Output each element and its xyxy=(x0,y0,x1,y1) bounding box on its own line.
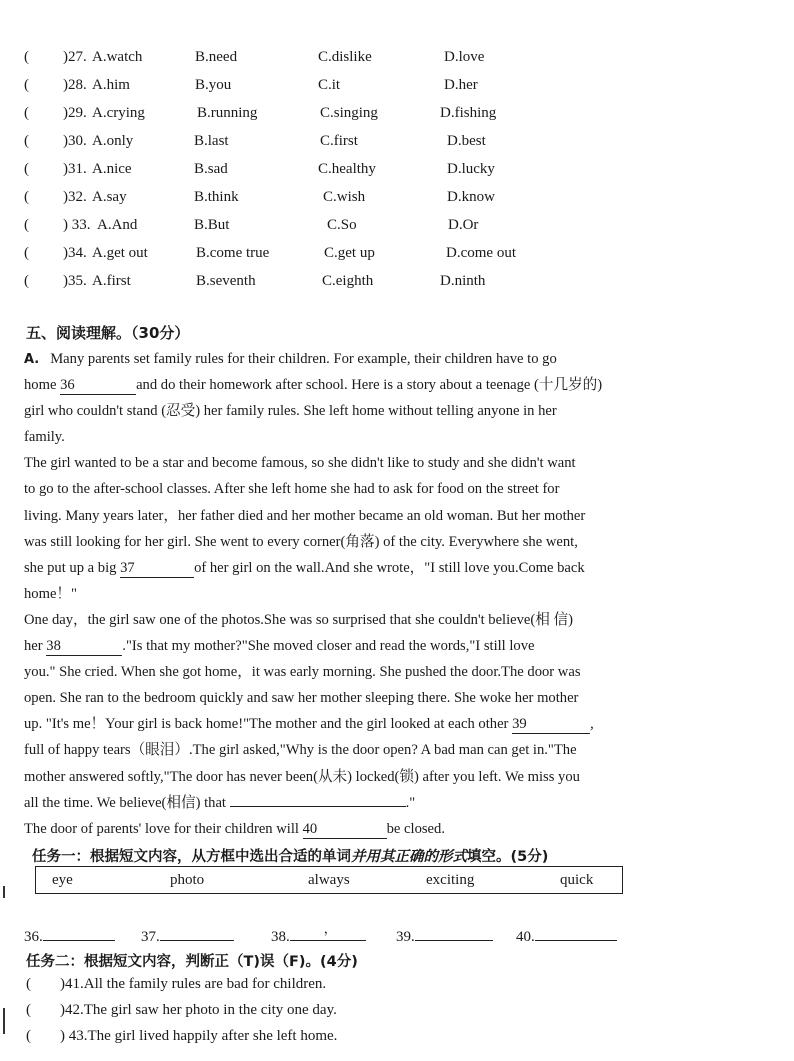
option-a: A.get out xyxy=(92,245,148,261)
answer-line[interactable] xyxy=(290,921,366,941)
scan-margin-mark xyxy=(3,886,5,898)
passage-line: home！" xyxy=(24,585,77,602)
blank-number: 38 xyxy=(46,638,61,655)
blank-number: 39 xyxy=(512,716,527,733)
answer-paren: ( xyxy=(24,217,29,233)
answer-37[interactable] xyxy=(141,924,234,946)
blank-number: 36 xyxy=(60,377,75,394)
option-c: C.it xyxy=(318,77,341,93)
answer-paren: ( xyxy=(24,133,29,149)
answer-label: 39. xyxy=(396,929,415,945)
question-number: )30. xyxy=(63,133,87,149)
passage-line: The girl wanted to be a star and become famous, so she didn't like to study and she didn't want xyxy=(24,455,576,472)
answer-paren: ( xyxy=(24,105,29,121)
option-c: C.get up xyxy=(324,245,375,261)
passage-text: ." xyxy=(405,794,416,811)
option-c: C.healthy xyxy=(318,161,376,177)
answer-paren[interactable]: ( xyxy=(26,1002,31,1018)
option-d: D.lucky xyxy=(447,161,495,177)
passage-text: be closed. xyxy=(386,820,445,837)
mcq-item-34 xyxy=(0,245,794,269)
mcq-item-33 xyxy=(0,217,794,241)
passage-text: home xyxy=(24,377,61,394)
question-number: )28. xyxy=(63,77,87,93)
passage-line xyxy=(24,790,764,816)
passage-text: of her girl on the wall.And she wrote，"I still love you.Come back xyxy=(194,559,585,576)
option-a: A.only xyxy=(92,133,134,149)
passage-line: living. Many years later，her father died and her mother became an old woman. But her mother xyxy=(24,507,586,524)
answer-paren[interactable]: ( xyxy=(26,976,31,992)
option-c: C.singing xyxy=(320,105,378,121)
passage-line xyxy=(24,633,764,659)
option-d: D.love xyxy=(444,49,485,65)
answer-paren: ( xyxy=(24,273,29,289)
option-b: B.think xyxy=(194,189,239,205)
blank-36[interactable] xyxy=(60,376,136,395)
answer-paren: ( xyxy=(24,77,29,93)
option-a: A.nice xyxy=(92,161,132,177)
passage-label: A. xyxy=(24,352,40,367)
word-bank xyxy=(35,866,623,894)
option-b: B.sad xyxy=(194,161,228,177)
option-b: B.last xyxy=(194,133,229,149)
question-number: )32. xyxy=(63,189,87,205)
option-b: B.come true xyxy=(196,245,270,261)
passage-line: girl who couldn't stand (忍受) her family rules. She left home without telling anyone in her xyxy=(24,403,557,420)
blank-40[interactable] xyxy=(303,820,387,839)
passage-line: you." She cried. When she got home，it was early morning. She pushed the door.The door was xyxy=(24,664,581,681)
option-a: A.say xyxy=(92,189,127,205)
option-d: D.her xyxy=(444,77,478,93)
tf-item-43 xyxy=(26,1028,337,1045)
task1-title-emphasis: 并用其正确的形式 xyxy=(351,849,467,865)
passage-line: One day，the girl saw one of the photos.She was so surprised that she couldn't believe(相 信) xyxy=(24,611,573,628)
option-c: C.first xyxy=(320,133,358,149)
mcq-item-29 xyxy=(0,105,794,129)
answer-40[interactable] xyxy=(516,924,617,946)
option-d: D.Or xyxy=(448,217,479,233)
option-a: A.first xyxy=(92,273,131,289)
passage-text: all the time. We believe(相信) that xyxy=(24,794,230,811)
option-a: A.crying xyxy=(92,105,145,121)
passage-text: and do their homework after school. Here is a story about a teenage (十几岁的) xyxy=(136,377,603,394)
answer-paren: ( xyxy=(24,49,29,65)
passage-line xyxy=(24,711,764,737)
task1-title xyxy=(32,845,548,866)
passage-line xyxy=(24,372,764,398)
passage-line: was still looking for her girl. She went to every corner(角落) of the city. Everywhere she went, xyxy=(24,533,578,550)
word-option: quick xyxy=(560,872,594,888)
word-option: always xyxy=(308,872,350,888)
question-number: )35. xyxy=(63,273,87,289)
option-d: D.ninth xyxy=(440,273,486,289)
scan-margin-mark xyxy=(3,1008,5,1034)
task1-title-text: 填空。(5分) xyxy=(467,849,549,865)
option-d: D.fishing xyxy=(440,105,497,121)
blank-number: 37 xyxy=(120,559,135,576)
answer-label: 38. xyxy=(271,929,290,945)
answer-38[interactable] xyxy=(271,921,366,946)
tf-statement: )42.The girl saw her photo in the city one day. xyxy=(60,1002,337,1018)
stray-mark: ， xyxy=(323,921,337,936)
passage-line xyxy=(24,346,764,372)
option-d: D.best xyxy=(447,133,486,149)
option-b: B.you xyxy=(195,77,232,93)
option-c: C.So xyxy=(327,217,357,233)
passage-text: ."Is that my mother?"She moved closer and read the words,"I still love xyxy=(122,638,535,655)
question-number: ) 33. xyxy=(63,217,91,233)
mcq-item-31 xyxy=(0,161,794,185)
passage-text: , xyxy=(590,716,594,733)
mcq-item-30 xyxy=(0,133,794,157)
mcq-item-28 xyxy=(0,77,794,101)
passage-line xyxy=(24,555,764,581)
blank-39[interactable] xyxy=(512,715,590,734)
answer-paren[interactable]: ( xyxy=(26,1028,31,1044)
mcq-item-35 xyxy=(0,273,794,297)
option-c: C.dislike xyxy=(318,49,372,65)
option-c: C.wish xyxy=(323,189,366,205)
tf-item-41 xyxy=(26,976,326,993)
passage-line: to go to the after-school classes. After she left home she had to ask for food on the street for xyxy=(24,481,560,498)
option-d: D.come out xyxy=(446,245,516,261)
answer-39[interactable] xyxy=(396,924,493,946)
blank-37[interactable] xyxy=(120,559,194,578)
passage-line xyxy=(24,816,764,842)
mcq-item-27 xyxy=(0,49,794,73)
task2-title: 任务二：根据短文内容，判断正（T)误（F)。(4分) xyxy=(26,954,358,970)
passage-text: The door of parents' love for their children will xyxy=(24,820,303,837)
reading-passage xyxy=(24,346,764,842)
question-number: )27. xyxy=(63,49,87,65)
passage-line: mother answered softly,"The door has never been(从未) locked(锁) after you left. We miss you xyxy=(24,768,580,785)
passage-text: her xyxy=(24,638,47,655)
mcq-item-32 xyxy=(0,189,794,213)
answer-36[interactable] xyxy=(24,924,115,946)
task1-title-text: 任务一：根据短文内容，从方框中选出合适的单词 xyxy=(32,849,351,865)
question-number: )34. xyxy=(63,245,87,261)
option-b: B.seventh xyxy=(196,273,256,289)
answer-paren: ( xyxy=(24,189,29,205)
option-a: A.him xyxy=(92,77,130,93)
passage-text: Many parents set family rules for their children. For example, their children have to go xyxy=(50,351,557,367)
answer-line[interactable] xyxy=(415,924,493,941)
option-b: B.running xyxy=(197,105,258,121)
passage-line: family. xyxy=(24,429,65,446)
answer-label: 40. xyxy=(516,929,535,945)
blank-sentence[interactable] xyxy=(230,806,406,807)
option-b: B.need xyxy=(195,49,238,65)
option-b: B.But xyxy=(194,217,230,233)
tf-statement: )41.All the family rules are bad for children. xyxy=(60,976,327,992)
option-d: D.know xyxy=(447,189,495,205)
answer-blanks xyxy=(0,921,794,946)
question-number: )29. xyxy=(63,105,87,121)
word-option: eye xyxy=(52,872,73,888)
option-a: A.And xyxy=(97,217,138,233)
answer-line[interactable] xyxy=(160,924,234,941)
tf-statement: ) 43.The girl lived happily after she left home. xyxy=(60,1028,338,1044)
passage-line: open. She ran to the bedroom quickly and saw her mother sleeping there. She woke her mother xyxy=(24,690,579,707)
answer-paren: ( xyxy=(24,245,29,261)
blank-38[interactable] xyxy=(46,637,122,656)
answer-label: 37. xyxy=(141,929,160,945)
passage-text: up. "It's me！Your girl is back home!"The mother and the girl looked at each other xyxy=(24,716,513,733)
answer-label: 36. xyxy=(24,929,43,945)
option-c: C.eighth xyxy=(322,273,374,289)
section-title-reading: 五、阅读理解。（30分） xyxy=(26,324,190,342)
question-number: )31. xyxy=(63,161,87,177)
passage-line: full of happy tears（眼泪）.The girl asked,"Why is the door open? A bad man can get in."The xyxy=(24,742,577,759)
word-option: photo xyxy=(170,872,205,888)
word-option: exciting xyxy=(426,872,475,888)
tf-item-42 xyxy=(26,1002,337,1019)
answer-line[interactable] xyxy=(535,924,617,941)
answer-paren: ( xyxy=(24,161,29,177)
answer-line[interactable] xyxy=(43,924,115,941)
blank-number: 40 xyxy=(302,820,318,837)
passage-text: she put up a big xyxy=(24,559,121,576)
option-a: A.watch xyxy=(92,49,143,65)
